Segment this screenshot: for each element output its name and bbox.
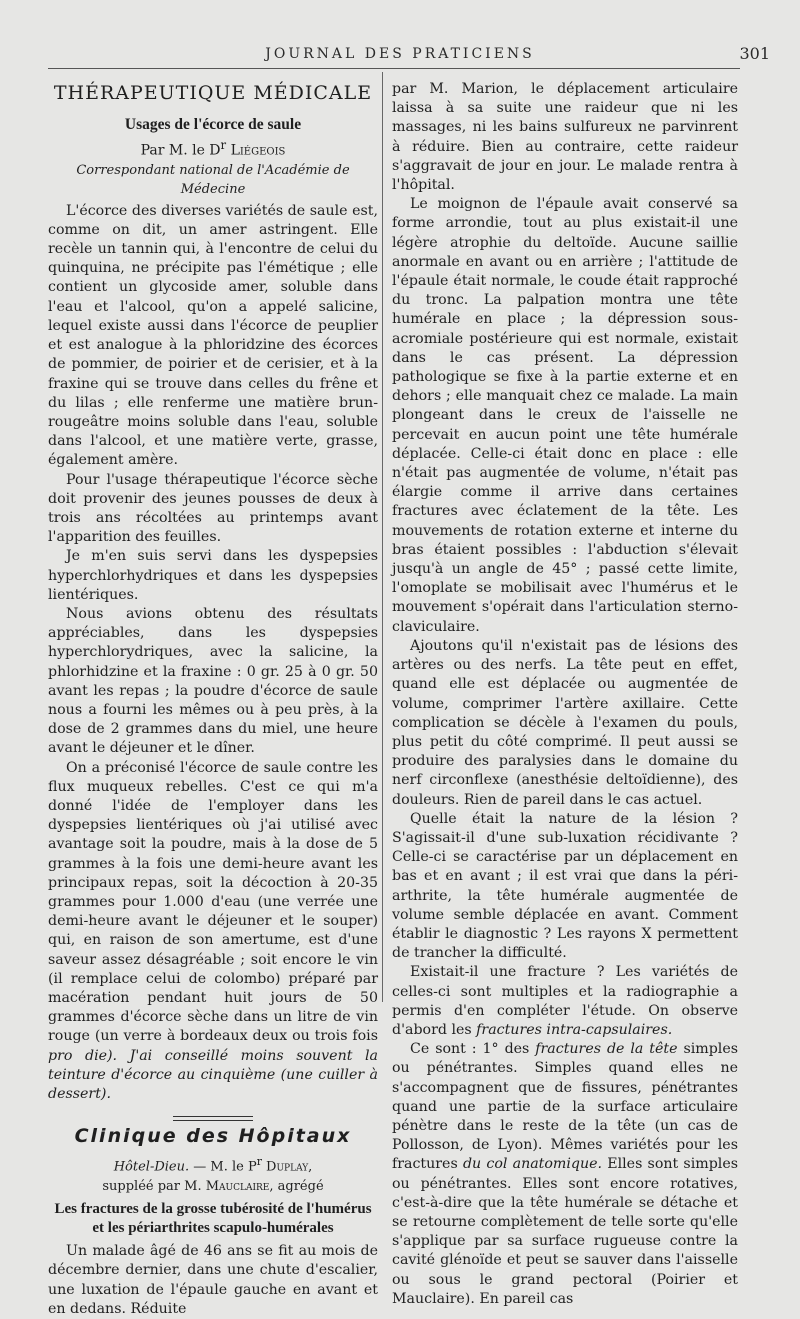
paragraph-text: simples ou pénétrantes. Simples quand elles ne s'accompagnent que de fissures, pénétrantes quand une partie de la surface articulaire pénètre dans le reste de la tête (un cas de Pollosson, de Lyon). Mêmes variétés pour les fractures xyxy=(392,1041,739,1173)
body-paragraph: Un malade âgé de 46 ans se fit au mois de décembre dernier, dans une chute d'escalier, une luxation de l'épaule gauche en avant et en dedans. Réduite xyxy=(48,1243,378,1317)
article-title: Usages de l'écorce de saule xyxy=(124,116,302,134)
body-paragraph xyxy=(392,1040,738,1309)
body-paragraph: Nous avions obtenu des résultats appréciables, dans les dyspepsies hyperchlorydriques, avec la salicine, la phlorhidzine et la fraxine : 0 gr. 25 à 0 gr. 50 avant les repas ; la poudre d'écorce de saule nous a fourni les mêmes ou à peu près, à la dose de 2 grammes dans du miel, une heure avant le déjeuner et le dîner. xyxy=(48,605,378,757)
paragraph-text: On a préconisé l'écorce de saule contre les flux muqueux rebelles. C'est ce qui m'a donné l'idée de l'employer dans les dyspepsies lientériques où j'ai utilisé avec avantage soit la poudre, mais à la dose de 5 grammes à la fois une demi-heure avant les principaux repas, soit la décoction à 20-35 grammes pour 1.000 d'eau (une verrée une demi-heure avant le déjeuner et le souper) qui, en raison de son amertume, est d'une saveur assez désagréable ; soit encore le vin (il remplace celui de colombo) préparé par macération pendant huit jours de 50 grammes d'écorce sèche dans un litre de vin rouge (un verre à bordeaux deux ou trois fois xyxy=(48,759,378,1045)
byline-sup: r xyxy=(220,138,227,153)
author-name: Liégeois xyxy=(230,143,286,160)
hospital-prof-sup: r xyxy=(256,1155,262,1169)
paragraph-italic-text: fractures intra-capsulaires. xyxy=(476,1021,673,1038)
body-paragraph xyxy=(392,963,738,1040)
paragraph-italic-text: fractures de la tête xyxy=(535,1041,678,1058)
hospital-prof: — M. le P xyxy=(189,1159,257,1175)
body-paragraph: Pour l'usage thérapeutique l'écorce sèche doit provenir des jeunes pousses de deux à trois ans récoltées au printemps avant l'apparition des feuilles. xyxy=(48,471,378,546)
hospital-place: Hôtel-Dieu. xyxy=(113,1159,190,1175)
byline-prefix: Par M. le D xyxy=(140,143,221,160)
column-divider xyxy=(382,72,383,1002)
body-paragraph: Quelle était la nature de la lésion ? S'agissait-il d'une sub-luxation récidivante ? Celle-ci se caractérise par un déplacement en bas et en avant ; il est vrai que dans la péri-arthrite, la tête humérale augmentée de volume semble déplacée en avant. Comment établir le diagnostic ? Les rayons X permettent de trancher la difficulté. xyxy=(392,810,738,962)
paragraph-italic-text: pro die). J'ai conseillé moins souvent la teinture d'écorce au cinquième (une cuiller à dessert). xyxy=(48,1047,378,1103)
body-paragraph xyxy=(48,759,378,1105)
hospital-prof-name: Duplay, xyxy=(266,1159,313,1175)
paragraph-text: Ce sont : 1° des xyxy=(410,1041,536,1058)
left-column xyxy=(48,80,378,1319)
body-paragraph: Ajoutons qu'il n'existait pas de lésions des artères ou des nerfs. La tête peut en effet, quand elle est déplacée ou augmentée de volume, comprimer l'artère axillaire. Cette complication se décèle à l'examen du pouls, plus petit du côté comprimé. Il peut aussi se produire des paralysies dans le domaine du nerf circonflexe (anesthésie deltoïdienne), des douleurs. Rien de pareil dans le cas actuel. xyxy=(392,637,738,808)
hospital-sub: suppléé par M. xyxy=(102,1178,206,1194)
paragraph-text: Existait-il une fracture ? Les variétés de celles-ci sont multiples et la radiographie a permis d'en compléter l'étude. On observe d'abord les xyxy=(392,964,738,1038)
body-paragraph: Je m'en suis servi dans les dyspepsies hyperchlorhydriques et dans les dyspepsies lientériques. xyxy=(48,548,378,603)
rubric-title: Clinique des Hôpitaux xyxy=(74,1125,352,1148)
body-paragraph: Le moignon de l'épaule avait conservé sa forme arrondie, tout au plus existait-il une légère atrophie du deltoïde. Aucune saillie anormale en avant ou en arrière ; l'attitude de l'épaule était normale, le coude était rapproché du tronc. La palpation montra une tête humérale en place ; la dépression sous-acromiale postérieure qui est normale, existait dans le cas présent. La dépression pathologique se fixe à la partie externe et en dehors ; elle manquait chez ce malade. La main plongeant dans le creux de l'aisselle ne percevait en aucun point une tête humérale déplacée. Celle-ci était donc en place : elle n'était pas augmentée de volume, n'était pas élargie comme il arrive dans certaines fractures avec éclatement de la tête. Les mouvements de rotation externe et interne du bras étaient possibles : l'abduction s'élevait jusqu'à un angle de 45° ; passé cette limite, l'omoplate se mobilisait avec l'humérus et le mouvement s'opérait dans l'articulation sterno-claviculaire. xyxy=(392,196,738,635)
author-affiliation: Correspondant national de l'Académie de Médecine xyxy=(76,163,350,198)
hospital-sub-suffix: , agrégé xyxy=(269,1178,324,1194)
rubric-rule xyxy=(173,1116,253,1121)
hospital-line xyxy=(48,1152,378,1177)
hospital-substitute-line xyxy=(48,1177,378,1196)
page-header xyxy=(0,0,800,70)
hospital-sub-name: Mauclaire xyxy=(205,1178,270,1194)
lesson-title: Les fractures de la grosse tubérosité de l'humérus et les périarthrites scapulo-humérales xyxy=(54,1201,372,1237)
header-rule xyxy=(48,68,740,69)
paragraph-text: Elles sont simples ou pénétrantes. Elles sont encore rotatives, c'est-à-dire que la tête humérale se détache et se retourne complètement de telle sorte qu'elle s'applique par sa surface rugueuse contre la cavité glénoïde et peut se sauver dans l'aisselle ou sous le grand pectoral (Poirier et Mauclaire). En pareil cas xyxy=(392,1156,738,1307)
page-number: 301 xyxy=(739,44,770,63)
article-byline xyxy=(48,136,378,161)
running-title: JOURNAL DES PRATICIENS xyxy=(265,46,535,62)
paragraph-italic-text: du col anatomique. xyxy=(462,1156,603,1173)
section-title: THÉRAPEUTIQUE MÉDICALE xyxy=(53,82,373,104)
body-paragraph: L'écorce des diverses variétés de saule est, comme on dit, un amer astringent. Elle recèle un tannin qui, à l'encontre de celui du quinquina, ne précipite pas l'émétique ; elle contient un glycoside amer, soluble dans l'eau et l'alcool, qu'on a appelé salicine, lequel existe aussi dans l'écorce de peuplier et est analogue à la phloridzine des écorces de pommier, de poirier et de cerisier, et à la fraxine qui se trouve dans celles du frêne et du lilas ; elle renferme une matière brun-rougeâtre moins soluble dans l'eau, soluble dans l'alcool, et une matière verte, grasse, également amère. xyxy=(48,202,378,469)
body-paragraph: par M. Marion, le déplacement articulaire laissa à sa suite une raideur que ni les massages, ni les bains sulfureux ne parvinrent à réduire. Bien au contraire, cette raideur s'aggravait de jour en jour. Le malade rentra à l'hôpital. xyxy=(392,81,738,194)
right-column xyxy=(392,80,738,1309)
